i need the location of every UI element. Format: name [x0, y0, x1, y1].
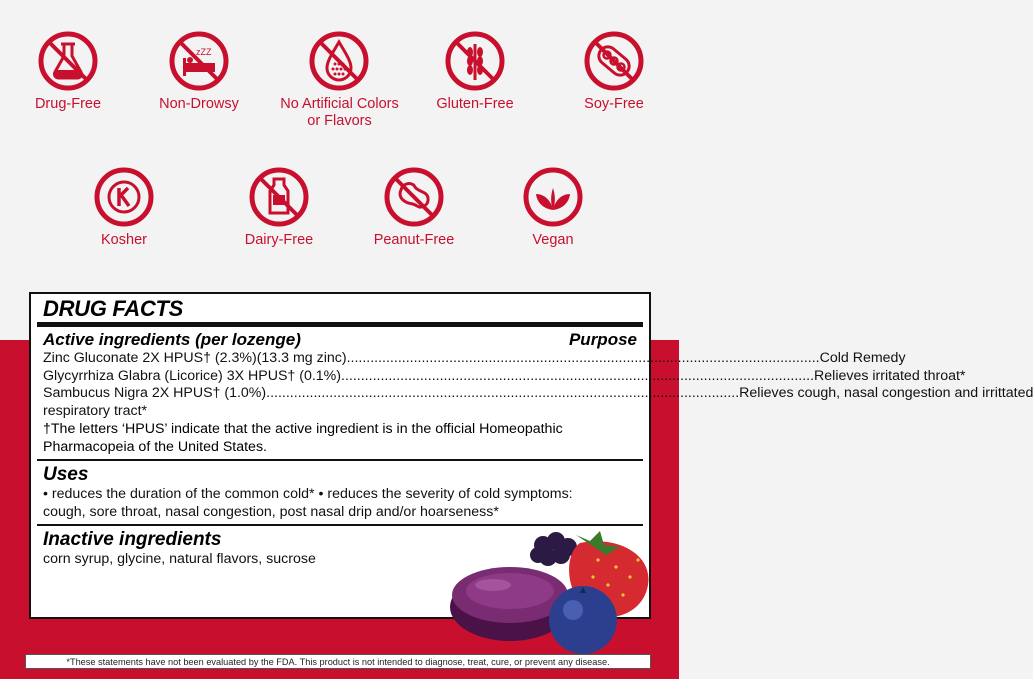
- badge-kosher: [64, 166, 184, 249]
- leader-dots: ........................................................................................................................: [346, 350, 820, 366]
- leaf-icon: [522, 166, 584, 228]
- badge-label: Non-Drowsy: [159, 96, 239, 112]
- sleeping-bed-icon: [168, 30, 230, 92]
- ingredient-name: Sambucus Nigra 2X HPUS† (1.0%): [43, 385, 267, 401]
- ingredient-name: Zinc Gluconate 2X HPUS† (2.3%)(13.3 mg zinc): [43, 350, 347, 366]
- badge-drug-free: [8, 30, 128, 113]
- divider: [37, 322, 643, 327]
- badge-label: Peanut-Free: [373, 232, 455, 248]
- badge-label: Drug-Free: [34, 96, 102, 112]
- ingredient-purpose: Relieves irritated throat*: [814, 367, 966, 384]
- badge-label: No Artificial Colors or Flavors: [280, 96, 399, 129]
- leader-dots: ........................................................................................................................: [341, 367, 815, 384]
- soybean-icon: [583, 30, 645, 92]
- milk-bottle-icon: [248, 166, 310, 228]
- purpose-heading: Purpose: [568, 330, 637, 349]
- ingredient-continuation: respiratory tract*: [43, 402, 148, 419]
- active-heading: Active ingredients (per lozenge): [43, 330, 301, 349]
- wheat-icon: [444, 30, 506, 92]
- fda-disclaimer: *These statements have not been evaluated by the FDA. This product is not intended to diagnose, treat, cure, or prevent any disease.: [25, 654, 651, 669]
- droplet-icon: [308, 30, 370, 92]
- badge-label: Dairy-Free: [244, 232, 314, 248]
- hpus-footnote: †The letters ‘HPUS’ indicate that the active ingredient is in the official Homeopathic Pharmacopeia of the United States.: [43, 421, 563, 455]
- badge-peanut-free: [354, 166, 474, 249]
- badge-label: Vegan: [532, 232, 574, 248]
- ingredient-purpose: Cold Remedy: [819, 350, 906, 366]
- svg-text:zZZ: zZZ: [196, 47, 212, 57]
- ingredient-name: Glycyrrhiza Glabra (Licorice) 3X HPUS† (0.1%): [43, 367, 342, 384]
- lozenge-berries-illustration: [448, 515, 663, 655]
- divider: [37, 459, 643, 461]
- drug-facts-title: DRUG FACTS: [43, 296, 184, 321]
- badge-label: Kosher: [101, 232, 147, 248]
- uses-line: cough, sore throat, nasal congestion, post nasal drip and/or hoarseness*: [43, 503, 499, 520]
- badge-dairy-free: [219, 166, 339, 249]
- ingredient-row: [43, 367, 966, 386]
- flask-icon: [37, 30, 99, 92]
- badge-non-drowsy: [139, 30, 259, 113]
- ingredient-purpose: Relieves cough, nasal congestion and irrittated: [739, 385, 1033, 401]
- active-ingredients-header: [43, 329, 637, 350]
- leader-dots: ........................................................................................................................: [266, 385, 740, 401]
- badge-label: Gluten-Free: [436, 96, 514, 112]
- kosher-k-icon: [93, 166, 155, 228]
- peanut-icon: [383, 166, 445, 228]
- inactive-text: corn syrup, glycine, natural flavors, sucrose: [43, 551, 316, 567]
- badge-soy-free: [554, 30, 674, 113]
- badge-gluten-free: [415, 30, 535, 113]
- inactive-heading: Inactive ingredients: [43, 529, 222, 550]
- badge-label: Soy-Free: [584, 96, 644, 112]
- ingredient-row: [43, 385, 1033, 403]
- badge-vegan: [493, 166, 613, 249]
- uses-heading: Uses: [43, 464, 89, 485]
- badge-no-artificial: [279, 30, 399, 130]
- ingredient-row: [43, 350, 906, 368]
- uses-line: • reduces the duration of the common cold* • reduces the severity of cold symptoms:: [43, 486, 573, 502]
